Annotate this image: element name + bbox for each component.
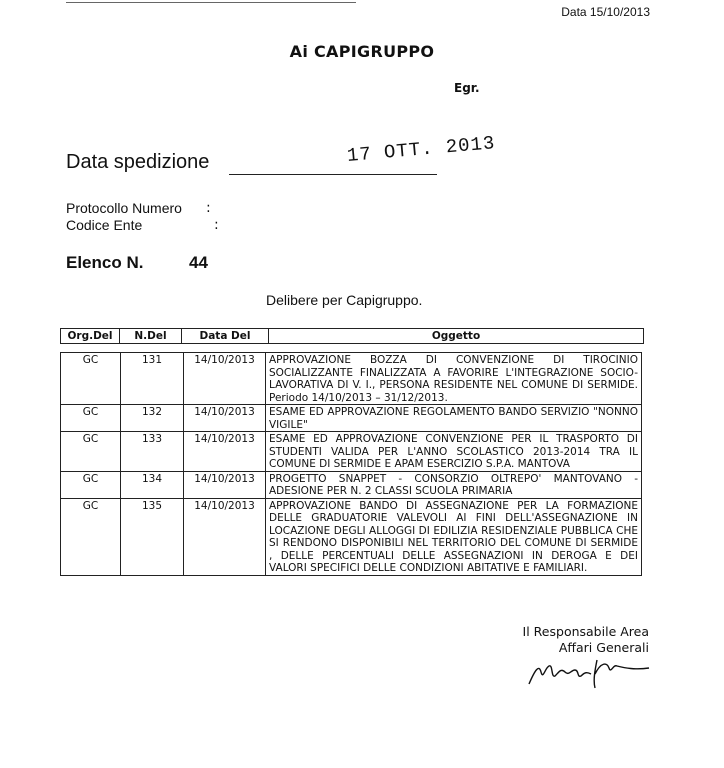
deliberations-table: [60, 352, 642, 576]
header-oggetto: Oggetto: [431, 330, 481, 342]
entity-code-label: Codice Ente: [66, 217, 143, 233]
cell-org: GC: [61, 432, 121, 472]
cell-org: GC: [61, 353, 121, 405]
cell-number: 131: [121, 353, 184, 405]
shipment-date-stamp: 17 OTT. 2013: [346, 132, 497, 167]
table-row: [61, 432, 642, 472]
table-row: [61, 405, 642, 432]
cell-date: 14/10/2013: [184, 405, 266, 432]
cell-org: GC: [61, 405, 121, 432]
cell-number: 133: [121, 432, 184, 472]
table-row: [61, 353, 642, 405]
cell-subject: PROGETTO SNAPPET - CONSORZIO OLTREPO' MANTOVANO - ADESIONE PER N. 2 CLASSI SCUOLA PRIMARIA: [266, 471, 642, 498]
cell-number: 132: [121, 405, 184, 432]
cell-subject: ESAME ED APPROVAZIONE REGOLAMENTO BANDO SERVIZIO "NONNO VIGILE": [266, 405, 642, 432]
top-rule: [66, 2, 356, 3]
document-date: Data 15/10/2013: [561, 5, 650, 19]
cell-date: 14/10/2013: [184, 432, 266, 472]
entity-code-colon: :: [214, 217, 219, 233]
cell-date: 14/10/2013: [184, 353, 266, 405]
header-n-del: N.Del: [120, 329, 182, 343]
cell-subject: ESAME ED APPROVAZIONE CONVENZIONE PER IL TRASPORTO DI STUDENTI VALIDA PER L'ANNO SCOLASTICO 2013-2014 TRA IL COMUNE DI SERMIDE E APAM ESERCIZIO S.P.A. MANTOVA: [266, 432, 642, 472]
table-row: [61, 471, 642, 498]
protocol-number-colon: :: [206, 200, 211, 216]
shipment-date-label: Data spedizione: [66, 151, 210, 173]
cell-org: GC: [61, 471, 121, 498]
cell-date: 14/10/2013: [184, 471, 266, 498]
signatory-title: Il Responsabile Area: [522, 624, 649, 639]
list-label: Elenco N.: [66, 253, 144, 272]
salutation: Egr.: [454, 81, 480, 95]
table-row: [61, 498, 642, 575]
shipment-date-line: [229, 174, 437, 175]
cell-date: 14/10/2013: [184, 498, 266, 575]
cell-number: 135: [121, 498, 184, 575]
header-data-del: Data Del: [182, 329, 269, 343]
cell-org: GC: [61, 498, 121, 575]
cell-subject: APPROVAZIONE BANDO DI ASSEGNAZIONE PER LA FORMAZIONE DELLE GRADUATORIE VALEVOLI AI FINI DELL'ASSEGNAZIONE IN LOCAZIONE DEGLI ALLOGGI DI EDILIZIA RESIDENZIALE PUBBLICA CHE SI RENDONO DISPONIBILI NEL TERRITORIO DEL COMUNE DI SERMIDE , DELLE PERCENTUALI DELLE ASSEGNAZIONI IN DEROGA E DEI VALORI SPECIFICI DELLE CONDIZIONI ABITATIVE E FAMILIARI.: [266, 498, 642, 575]
list-subtitle: Delibere per Capigruppo.: [266, 292, 423, 308]
protocol-number-label: Protocollo Numero: [66, 200, 182, 216]
list-number: 44: [189, 253, 208, 272]
cell-subject: APPROVAZIONE BOZZA DI CONVENZIONE DI TIROCINIO SOCIALIZZANTE FINALIZZATA A FAVORIRE L'INTEGRAZIONE SOCIO-LAVORATIVA DI V. I., PERSONA RESIDENTE NEL COMUNE DI SERMIDE. Periodo 14/10/2013 – 31/12/2013.: [266, 353, 642, 405]
handwritten-signature: [525, 650, 655, 692]
table-header: [60, 328, 644, 344]
cell-number: 134: [121, 471, 184, 498]
addressee-title: Ai CAPIGRUPPO: [289, 42, 435, 61]
signatory-department: Affari Generali: [558, 640, 649, 655]
header-org-del: Org.Del: [61, 329, 120, 343]
